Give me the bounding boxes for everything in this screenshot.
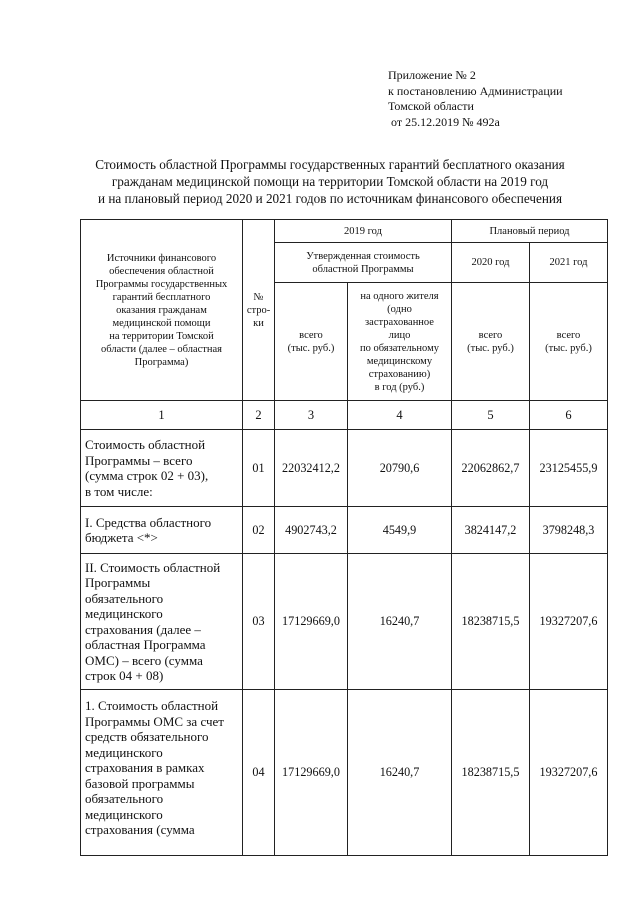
column-number: 6 (530, 401, 608, 430)
text-line: обеспечения областной (109, 265, 214, 277)
row-number: 01 (243, 430, 275, 507)
row-source (81, 554, 243, 690)
text-line: медицинского (85, 606, 163, 621)
text-line: медицинскому (366, 355, 433, 367)
annex-line: Приложение № 2 (388, 68, 476, 82)
table-row (81, 554, 608, 690)
header-source (81, 220, 243, 401)
header-total-2021 (530, 283, 608, 401)
text-line: (сумма строк 02 + 03), (85, 468, 209, 483)
header-total-2019-text (275, 329, 347, 355)
table-row (81, 690, 608, 856)
text-line: на территории Томской (109, 330, 214, 342)
table-row (81, 507, 608, 554)
row-source (81, 430, 243, 507)
text-line: средств обязательного (85, 729, 209, 744)
cell-per-capita-2019: 16240,7 (348, 554, 452, 690)
cell-total-2019: 4902743,2 (275, 507, 348, 554)
title-line: Стоимость областной Программы государственных гарантий бесплатного оказания (95, 157, 565, 172)
annex-reference (388, 68, 563, 130)
text-line: на одного жителя (360, 290, 439, 302)
header-approved-text (275, 250, 451, 276)
cell-total-2021: 3798248,3 (530, 507, 608, 554)
text-line: бюджета <*> (85, 530, 158, 545)
text-line: областная Программа (85, 637, 206, 652)
text-line: (тыс. руб.) (545, 342, 592, 354)
header-per-capita-text (348, 290, 451, 394)
column-number: 4 (348, 401, 452, 430)
annex-line: от 25.12.2019 № 492а (388, 114, 500, 129)
text-line: строк 04 + 08) (85, 668, 164, 683)
row-number: 02 (243, 507, 275, 554)
text-line: базовой программы (85, 775, 195, 791)
row-source-text (85, 437, 238, 499)
text-line: стро- (246, 304, 271, 316)
text-line: № (253, 291, 264, 303)
header-approved (275, 243, 452, 283)
text-line: всего (299, 329, 323, 341)
header-total-2021-text (530, 329, 607, 355)
cell-per-capita-2019: 16240,7 (348, 690, 452, 856)
cell-per-capita-2019: 4549,9 (348, 507, 452, 554)
text-line: в том числе: (85, 483, 153, 499)
cell-total-2021: 19327207,6 (530, 690, 608, 856)
header-source-text (81, 252, 242, 369)
row-source-text (85, 560, 238, 684)
text-line: Программы ОМС за счет (85, 713, 224, 729)
text-line: страхованию) (368, 368, 431, 380)
text-line: Программы государственных (95, 278, 228, 290)
cell-total-2019: 17129669,0 (275, 554, 348, 690)
cell-total-2020: 18238715,5 (452, 554, 530, 690)
row-number: 03 (243, 554, 275, 690)
text-line: по обязательному (359, 342, 440, 354)
text-line: оказания гражданам (116, 304, 207, 316)
header-total-2020-text (452, 329, 529, 355)
header-2019: 2019 год (275, 220, 452, 243)
title-line: и на плановый период 2020 и 2021 годов по источникам финансового обеспечения (97, 191, 563, 206)
text-line: страхования (сумма (85, 822, 195, 837)
text-line: обязательного (85, 590, 164, 606)
text-line: области (далее – областная (101, 343, 222, 355)
header-rownum-text (243, 291, 274, 330)
text-line: застрахованное (365, 316, 434, 328)
cell-per-capita-2019: 20790,6 (348, 430, 452, 507)
text-line: ОМС) – всего (сумма (85, 652, 203, 668)
text-line: Программы – всего (85, 452, 193, 468)
text-line: гарантий бесплатного (112, 291, 211, 303)
annex-line: Томской области (388, 99, 474, 113)
text-line: всего (478, 329, 503, 341)
text-line: Программа) (134, 356, 189, 368)
row-number: 04 (243, 690, 275, 856)
header-2020: 2020 год (452, 243, 530, 283)
header-total-2020 (452, 283, 530, 401)
annex-line: к постановлению Администрации (388, 83, 563, 98)
row-source (81, 690, 243, 856)
text-line: в год (руб.) (374, 381, 425, 393)
document-title (60, 156, 600, 207)
text-line: Источники финансового (106, 252, 217, 264)
text-line: медицинской помощи (112, 317, 211, 329)
title-line: гражданам медицинской помощи на территории Томской области на 2019 год (111, 174, 549, 189)
column-number: 5 (452, 401, 530, 430)
text-line: областной Программы (312, 263, 414, 275)
text-line: обязательного (85, 791, 164, 806)
row-source-text (85, 698, 238, 838)
cell-total-2019: 22032412,2 (275, 430, 348, 507)
text-line: I. Средства областного (85, 514, 212, 530)
cell-total-2020: 22062862,7 (452, 430, 530, 507)
text-line: II. Стоимость областной (85, 559, 221, 575)
cell-total-2021: 19327207,6 (530, 554, 608, 690)
row-source (81, 507, 243, 554)
column-numbers-row (81, 401, 608, 430)
column-number: 3 (275, 401, 348, 430)
header-rownum (243, 220, 275, 401)
text-line: Стоимость областной (85, 437, 206, 452)
text-line: 1. Стоимость областной (85, 698, 219, 713)
text-line: лицо (388, 329, 411, 341)
text-line: страхования в рамках (85, 760, 205, 775)
text-line: медицинского (85, 744, 163, 760)
cell-total-2020: 3824147,2 (452, 507, 530, 554)
text-line: Программы (85, 575, 151, 590)
table-row (81, 430, 608, 507)
text-line: (тыс. руб.) (287, 342, 335, 354)
text-line: (одно (387, 303, 412, 315)
header-2021: 2021 год (530, 243, 608, 283)
cell-total-2019: 17129669,0 (275, 690, 348, 856)
text-line: страхования (далее – (85, 621, 201, 637)
text-line: Утвержденная стоимость (306, 250, 420, 262)
row-source-text (85, 515, 238, 546)
header-per-capita (348, 283, 452, 401)
text-line: медицинского (85, 806, 163, 822)
header-planned: Плановый период (452, 220, 608, 243)
cell-total-2021: 23125455,9 (530, 430, 608, 507)
column-number: 1 (81, 401, 243, 430)
header-total-2019 (275, 283, 348, 401)
cell-total-2020: 18238715,5 (452, 690, 530, 856)
text-line: (тыс. руб.) (467, 342, 514, 354)
funding-table (80, 219, 608, 856)
text-line: всего (556, 329, 581, 341)
text-line: ки (253, 317, 264, 329)
column-number: 2 (243, 401, 275, 430)
